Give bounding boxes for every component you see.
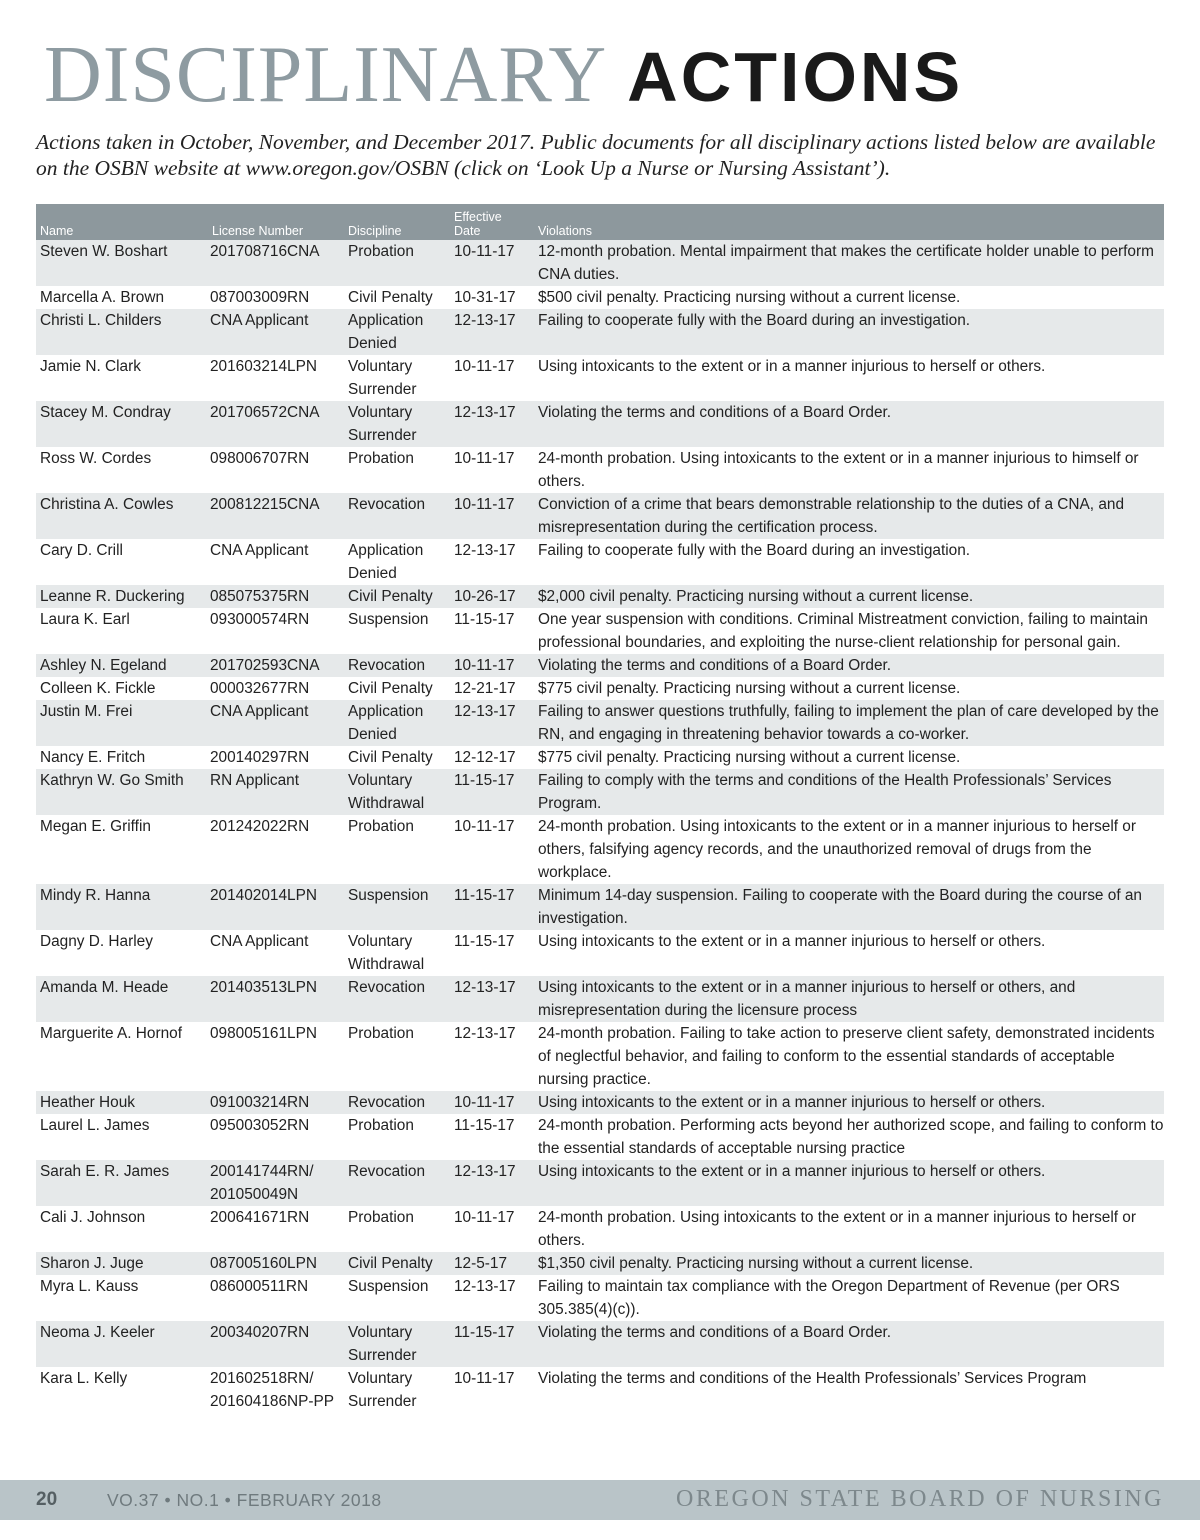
row-license-number: 201702593CNA — [206, 654, 344, 677]
row-name: Leanne R. Duckering — [36, 585, 206, 608]
table-row — [36, 355, 1164, 401]
row-effective-date: 10-26-17 — [450, 585, 534, 608]
organization-name: OREGON STATE BOARD OF NURSING — [676, 1486, 1164, 1512]
row-discipline: Application Denied — [344, 309, 450, 355]
table-row — [36, 1275, 1164, 1321]
row-discipline: Suspension — [344, 1275, 450, 1321]
page-number: 20 — [36, 1489, 58, 1510]
row-effective-date: 11-15-17 — [450, 884, 534, 930]
row-effective-date: 11-15-17 — [450, 769, 534, 815]
row-discipline: Suspension — [344, 884, 450, 930]
row-effective-date: 10-11-17 — [450, 240, 534, 286]
row-license-number: 093000574RN — [206, 608, 344, 654]
row-violation: Using intoxicants to the extent or in a manner injurious to herself or others. — [534, 930, 1164, 976]
row-discipline: Application Denied — [344, 700, 450, 746]
table-row — [36, 401, 1164, 447]
row-violation: Minimum 14-day suspension. Failing to cooperate with the Board during the course of an investigation. — [534, 884, 1164, 930]
table-row — [36, 1160, 1164, 1206]
row-license-number: 201603214LPN — [206, 355, 344, 401]
row-name: Justin M. Frei — [36, 700, 206, 746]
row-discipline: Voluntary Surrender — [344, 401, 450, 447]
row-effective-date: 11-15-17 — [450, 608, 534, 654]
row-violation: $775 civil penalty. Practicing nursing without a current license. — [534, 677, 1164, 700]
row-violation: Violating the terms and conditions of a Board Order. — [534, 654, 1164, 677]
row-name: Neoma J. Keeler — [36, 1321, 206, 1367]
table-row — [36, 654, 1164, 677]
row-discipline: Voluntary Surrender — [344, 1367, 450, 1413]
page-footer — [0, 1480, 1200, 1520]
intro-text: Actions taken in October, November, and December 2017. Public documents for all disciplinary actions listed below are available on the OSBN website at www.oregon.gov/OSBN (click on ‘Look Up a Nurse or Nursing Assistant’). — [36, 130, 1156, 180]
row-discipline: Probation — [344, 815, 450, 884]
row-discipline: Voluntary Surrender — [344, 355, 450, 401]
row-effective-date: 12-21-17 — [450, 677, 534, 700]
row-name: Sarah E. R. James — [36, 1160, 206, 1206]
header-discipline: Discipline — [344, 204, 450, 240]
row-violation: Violating the terms and conditions of a Board Order. — [534, 401, 1164, 447]
table-row — [36, 976, 1164, 1022]
header-violations: Violations — [534, 204, 1164, 240]
row-name: Laura K. Earl — [36, 608, 206, 654]
row-effective-date: 10-11-17 — [450, 355, 534, 401]
row-effective-date: 12-13-17 — [450, 539, 534, 585]
row-violation: 12-month probation. Mental impairment that makes the certificate holder unable to perform CNA duties. — [534, 240, 1164, 286]
row-name: Christina A. Cowles — [36, 493, 206, 539]
row-name: Marguerite A. Hornof — [36, 1022, 206, 1091]
row-discipline: Voluntary Surrender — [344, 1321, 450, 1367]
row-violation: One year suspension with conditions. Criminal Mistreatment conviction, failing to maintain professional boundaries, and exploiting the nurse-client relationship for personal gain. — [534, 608, 1164, 654]
row-discipline: Revocation — [344, 1091, 450, 1114]
row-effective-date: 10-11-17 — [450, 1206, 534, 1252]
row-name: Stacey M. Condray — [36, 401, 206, 447]
row-discipline: Probation — [344, 1022, 450, 1091]
row-name: Mindy R. Hanna — [36, 884, 206, 930]
row-effective-date: 12-13-17 — [450, 976, 534, 1022]
row-discipline: Civil Penalty — [344, 746, 450, 769]
row-name: Kara L. Kelly — [36, 1367, 206, 1413]
row-name: Amanda M. Heade — [36, 976, 206, 1022]
page-title — [44, 30, 963, 142]
table-row — [36, 1206, 1164, 1252]
header-name: Name — [36, 204, 206, 240]
table-row — [36, 930, 1164, 976]
row-effective-date: 12-13-17 — [450, 1275, 534, 1321]
header-effective-date-line1: Effective — [454, 210, 502, 224]
row-name: Nancy E. Fritch — [36, 746, 206, 769]
row-license-number: CNA Applicant — [206, 539, 344, 585]
row-discipline: Revocation — [344, 976, 450, 1022]
table-row — [36, 1022, 1164, 1091]
row-discipline: Probation — [344, 1114, 450, 1160]
row-violation: 24-month probation. Failing to take action to preserve client safety, demonstrated incidents of neglectful behavior, and failing to conform to the essential standards of acceptable nursing practice. — [534, 1022, 1164, 1091]
row-effective-date: 10-11-17 — [450, 1091, 534, 1114]
table-row — [36, 1091, 1164, 1114]
row-effective-date: 11-15-17 — [450, 930, 534, 976]
row-discipline: Civil Penalty — [344, 286, 450, 309]
row-name: Laurel L. James — [36, 1114, 206, 1160]
row-violation: Using intoxicants to the extent or in a manner injurious to herself or others. — [534, 355, 1164, 401]
row-violation: Using intoxicants to the extent or in a manner injurious to herself or others. — [534, 1091, 1164, 1114]
row-effective-date: 10-11-17 — [450, 1367, 534, 1413]
row-violation: $2,000 civil penalty. Practicing nursing without a current license. — [534, 585, 1164, 608]
table-row — [36, 769, 1164, 815]
table-row — [36, 585, 1164, 608]
row-license-number: 098005161LPN — [206, 1022, 344, 1091]
row-license-number: RN Applicant — [206, 769, 344, 815]
row-name: Steven W. Boshart — [36, 240, 206, 286]
row-violation: Failing to maintain tax compliance with the Oregon Department of Revenue (per ORS 305.385(4)(c)). — [534, 1275, 1164, 1321]
row-violation: 24-month probation. Using intoxicants to the extent or in a manner injurious to himself or others. — [534, 447, 1164, 493]
page-title-part2: ACTIONS — [627, 38, 964, 116]
row-name: Heather Houk — [36, 1091, 206, 1114]
row-discipline: Suspension — [344, 608, 450, 654]
row-effective-date: 10-11-17 — [450, 447, 534, 493]
table-row — [36, 815, 1164, 884]
row-effective-date: 10-11-17 — [450, 654, 534, 677]
row-effective-date: 12-13-17 — [450, 1022, 534, 1091]
issue-info: VO.37 • NO.1 • FEBRUARY 2018 — [107, 1490, 382, 1510]
row-name: Dagny D. Harley — [36, 930, 206, 976]
table-row — [36, 1252, 1164, 1275]
row-license-number: CNA Applicant — [206, 930, 344, 976]
row-violation: $775 civil penalty. Practicing nursing without a current license. — [534, 746, 1164, 769]
row-name: Sharon J. Juge — [36, 1252, 206, 1275]
table-row — [36, 447, 1164, 493]
row-violation: Violating the terms and conditions of a Board Order. — [534, 1321, 1164, 1367]
row-name: Cali J. Johnson — [36, 1206, 206, 1252]
row-effective-date: 10-11-17 — [450, 493, 534, 539]
table-row — [36, 539, 1164, 585]
row-violation: Failing to cooperate fully with the Board during an investigation. — [534, 539, 1164, 585]
row-license-number: 201706572CNA — [206, 401, 344, 447]
table-row — [36, 309, 1164, 355]
table-row — [36, 608, 1164, 654]
disciplinary-actions-table — [36, 204, 1164, 1413]
row-license-number: 091003214RN — [206, 1091, 344, 1114]
row-license-number: 087005160LPN — [206, 1252, 344, 1275]
row-license-number: 095003052RN — [206, 1114, 344, 1160]
row-license-number: 200812215CNA — [206, 493, 344, 539]
row-license-number: 201708716CNA — [206, 240, 344, 286]
row-license-number: 000032677RN — [206, 677, 344, 700]
row-name: Ross W. Cordes — [36, 447, 206, 493]
row-effective-date: 12-13-17 — [450, 401, 534, 447]
table-row — [36, 240, 1164, 286]
row-license-number: CNA Applicant — [206, 700, 344, 746]
row-license-number: 200340207RN — [206, 1321, 344, 1367]
row-discipline: Civil Penalty — [344, 1252, 450, 1275]
row-discipline: Revocation — [344, 654, 450, 677]
row-violation: Using intoxicants to the extent or in a manner injurious to herself or others, and misrepresentation during the licensure process — [534, 976, 1164, 1022]
row-violation: Using intoxicants to the extent or in a manner injurious to herself or others. — [534, 1160, 1164, 1206]
row-effective-date: 10-31-17 — [450, 286, 534, 309]
table-row — [36, 700, 1164, 746]
row-violation: $500 civil penalty. Practicing nursing without a current license. — [534, 286, 1164, 309]
row-violation: Failing to comply with the terms and conditions of the Health Professionals’ Services Program. — [534, 769, 1164, 815]
row-violation: 24-month probation. Using intoxicants to the extent or in a manner injurious to herself or others. — [534, 1206, 1164, 1252]
row-license-number: 087003009RN — [206, 286, 344, 309]
row-violation: Violating the terms and conditions of the Health Professionals’ Services Program — [534, 1367, 1164, 1413]
row-license-number: 085075375RN — [206, 585, 344, 608]
row-violation: 24-month probation. Performing acts beyond her authorized scope, and failing to conform to the essential standards of acceptable nursing practice — [534, 1114, 1164, 1160]
row-license-number: 201402014LPN — [206, 884, 344, 930]
row-effective-date: 12-13-17 — [450, 1160, 534, 1206]
row-discipline: Voluntary Withdrawal — [344, 930, 450, 976]
table-row — [36, 493, 1164, 539]
table-row — [36, 1321, 1164, 1367]
row-discipline: Civil Penalty — [344, 677, 450, 700]
table-row — [36, 1114, 1164, 1160]
row-discipline: Probation — [344, 240, 450, 286]
row-name: Colleen K. Fickle — [36, 677, 206, 700]
row-license-number: 200641671RN — [206, 1206, 344, 1252]
row-license-number: CNA Applicant — [206, 309, 344, 355]
row-name: Megan E. Griffin — [36, 815, 206, 884]
row-name: Myra L. Kauss — [36, 1275, 206, 1321]
row-violation: $1,350 civil penalty. Practicing nursing without a current license. — [534, 1252, 1164, 1275]
row-effective-date: 12-12-17 — [450, 746, 534, 769]
table-header-row — [36, 204, 1164, 240]
row-license-number: 098006707RN — [206, 447, 344, 493]
header-license-number: License Number — [206, 204, 344, 240]
row-violation: Failing to answer questions truthfully, failing to implement the plan of care developed by the RN, and engaging in threatening behavior towards a co-worker. — [534, 700, 1164, 746]
row-name: Jamie N. Clark — [36, 355, 206, 401]
header-effective-date — [450, 204, 534, 240]
row-discipline: Revocation — [344, 1160, 450, 1206]
row-effective-date: 11-15-17 — [450, 1321, 534, 1367]
row-discipline: Civil Penalty — [344, 585, 450, 608]
header-effective-date-line2: Date — [454, 224, 481, 238]
row-discipline: Voluntary Withdrawal — [344, 769, 450, 815]
row-discipline: Application Denied — [344, 539, 450, 585]
table-row — [36, 884, 1164, 930]
table-row — [36, 677, 1164, 700]
row-license-number: 200140297RN — [206, 746, 344, 769]
row-name: Kathryn W. Go Smith — [36, 769, 206, 815]
row-license-number: 200141744RN/ 201050049N — [206, 1160, 344, 1206]
row-violation: 24-month probation. Using intoxicants to the extent or in a manner injurious to herself or others, falsifying agency records, and the unauthorized removal of drugs from the workplace. — [534, 815, 1164, 884]
row-name: Christi L. Childers — [36, 309, 206, 355]
row-license-number: 201403513LPN — [206, 976, 344, 1022]
row-effective-date: 11-15-17 — [450, 1114, 534, 1160]
row-discipline: Probation — [344, 1206, 450, 1252]
table-row — [36, 746, 1164, 769]
row-effective-date: 12-13-17 — [450, 700, 534, 746]
row-license-number: 201242022RN — [206, 815, 344, 884]
row-violation: Conviction of a crime that bears demonstrable relationship to the duties of a CNA, and misrepresentation during the certification process. — [534, 493, 1164, 539]
row-name: Ashley N. Egeland — [36, 654, 206, 677]
row-name: Cary D. Crill — [36, 539, 206, 585]
row-violation: Failing to cooperate fully with the Board during an investigation. — [534, 309, 1164, 355]
table-row — [36, 1367, 1164, 1413]
row-license-number: 201602518RN/ 201604186NP-PP — [206, 1367, 344, 1413]
row-effective-date: 10-11-17 — [450, 815, 534, 884]
page-title-part1: DISCIPLINARY — [44, 31, 608, 119]
row-license-number: 086000511RN — [206, 1275, 344, 1321]
row-effective-date: 12-5-17 — [450, 1252, 534, 1275]
row-effective-date: 12-13-17 — [450, 309, 534, 355]
table-row — [36, 286, 1164, 309]
row-discipline: Probation — [344, 447, 450, 493]
row-name: Marcella A. Brown — [36, 286, 206, 309]
row-discipline: Revocation — [344, 493, 450, 539]
